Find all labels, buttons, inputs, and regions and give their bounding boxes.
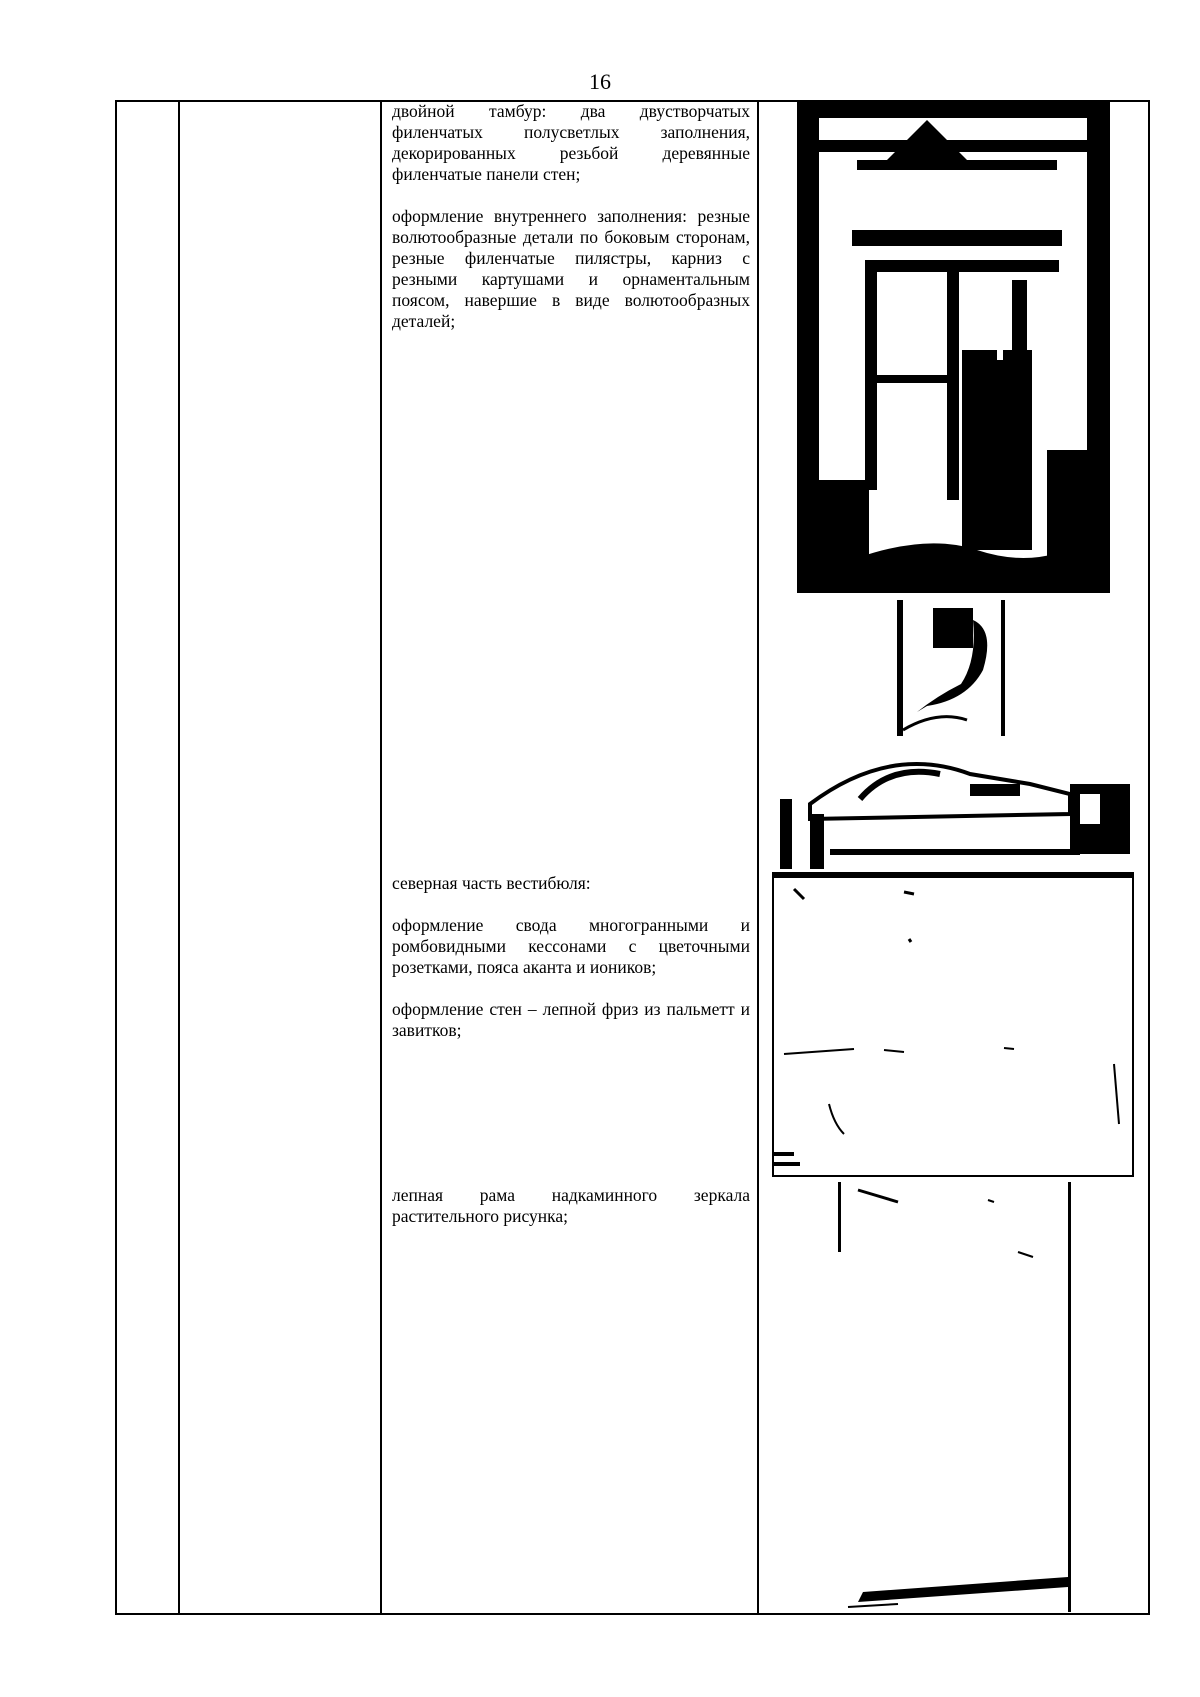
photo-carved-pediment — [770, 744, 1135, 869]
description-paragraph: оформление свода многогранными и ромбовидными кессонами с цветочными розетками, пояса аканта и иоников; — [392, 915, 750, 977]
column-divider-2 — [380, 100, 382, 1615]
column-divider-1 — [178, 100, 180, 1615]
photo-mirror-frame — [838, 1182, 1074, 1612]
description-paragraph: северная часть вестибюля: — [392, 873, 591, 893]
description-block-mirror-frame — [392, 1185, 750, 1248]
description-paragraph: двойной тамбур: два двустворчатых филенчатых полусветлых заполнения, декорированных резьбой деревянные филенчатые панели стен; — [392, 101, 750, 184]
description-paragraph: лепная рама надкаминного зеркала растительного рисунка; — [392, 1185, 750, 1226]
page-number: 16 — [589, 69, 611, 94]
description-paragraph: оформление стен – лепной фриз из пальметт и завитков; — [392, 999, 750, 1040]
photo-carved-volute — [897, 600, 1009, 736]
description-paragraph: оформление внутреннего заполнения: резные волютообразные детали по боковым сторонам, резные филенчатые пилястры, карниз с резными картушами и орнаментальным поясом, навершие в виде волютообразных деталей; — [392, 206, 750, 331]
description-block-vestibule-tambour — [392, 101, 750, 353]
photo-vault-ceiling — [772, 872, 1134, 1177]
photo-tambour-doors — [797, 100, 1110, 593]
column-divider-3 — [757, 100, 759, 1615]
description-block-north-vestibule — [392, 873, 750, 1062]
